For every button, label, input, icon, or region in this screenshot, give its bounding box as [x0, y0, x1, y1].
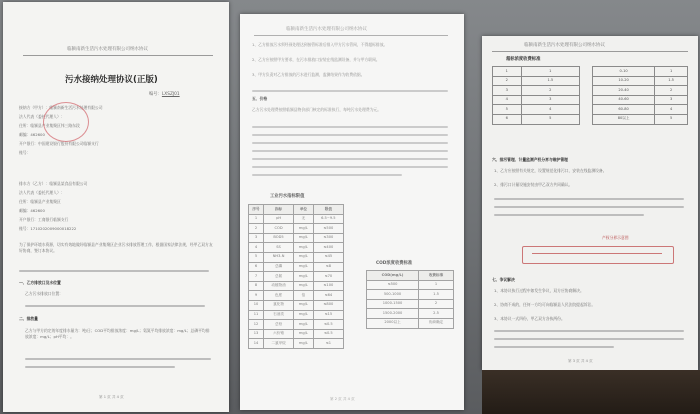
price-text: 乙方污水处理费按照临颍县物价部门核定的标准执行，每吨污水处理费为元。	[252, 107, 382, 112]
text-line	[19, 270, 209, 272]
section-heading: 七、争议解决	[492, 277, 515, 282]
excess-table-title: 超标浓度收费标准	[506, 57, 541, 62]
party-b-line: 法人代表（委托代理人）：	[19, 190, 65, 195]
party-b-line: 排水方（乙方）：临颍县某食品有限公司	[19, 181, 88, 186]
table-cell: ≤70	[313, 272, 343, 282]
table-cell: 500-1000	[367, 290, 419, 300]
table-cell: SS	[264, 243, 294, 253]
party-a-line: 账号：	[19, 150, 31, 155]
table-cell: 40-60	[593, 95, 655, 105]
section-text: 2、排污口计量设施安装由甲乙双方共同确认。	[494, 182, 573, 187]
table-cell: 1	[249, 214, 264, 224]
table-cell: ≤800	[313, 300, 343, 310]
preamble-paragraph: 为了保护环境水资源，切实有效地做好临颍县产业集聚区企业污水排放管理工作，根据国家法律法规，经甲乙双方友好协商，签订本协议。	[19, 242, 213, 254]
document-title: 污水接纳处理协议(正版)	[65, 75, 158, 85]
table-header-cell: 指标	[264, 205, 294, 215]
table-cell: 10	[249, 300, 264, 310]
table-row	[593, 76, 688, 86]
table-cell: ≤45	[313, 252, 343, 262]
table-cell: NH3-N	[264, 252, 294, 262]
section-2-heading: 二、排放量	[19, 316, 38, 321]
table-cell: ≤1	[313, 339, 343, 349]
table-cell: 60-80	[593, 105, 655, 115]
party-b-line: 账号：1710202009000018222	[19, 226, 77, 231]
table-cell: 1.5	[655, 76, 688, 86]
table-cell: 80以上	[593, 114, 655, 124]
table-cell: 总铅	[264, 320, 294, 330]
table-row	[493, 76, 580, 86]
table-cell: 9	[249, 291, 264, 301]
diagram-label: 产权分界示意图	[602, 235, 629, 240]
table-row	[593, 95, 688, 105]
table-cell: 5	[249, 252, 264, 262]
table-cell: 1	[655, 67, 688, 77]
party-a-line: 开户银行：中国建设银行股份有限公司临颍支行	[19, 141, 99, 146]
table-cell: 总氮	[264, 272, 294, 282]
excess-fee-table-left	[492, 66, 580, 125]
table-cell: 氯化物	[264, 300, 294, 310]
table-cell: 3	[249, 233, 264, 243]
table-cell: 7	[249, 272, 264, 282]
party-a-line: 法人代表（委托代理人）：	[19, 114, 65, 119]
red-seal-stamp	[43, 102, 89, 142]
table-cell: mg/L	[294, 243, 314, 253]
table-cell: 14	[249, 339, 264, 349]
table-cell: mg/L	[294, 233, 314, 243]
body-paragraph: 3、甲方负责对乙方排放的污水进行监测，监测结果作为收费依据。	[252, 72, 365, 77]
party-a-line: 邮编：462600	[19, 132, 45, 137]
table-cell: mg/L	[294, 320, 314, 330]
table-cell: 10-20	[593, 76, 655, 86]
section-text: 1、本协议执行过程中如发生争议，双方应协商解决。	[494, 288, 584, 293]
table-cell: 3	[655, 95, 688, 105]
table-row	[593, 105, 688, 115]
table-cell: 4	[521, 105, 579, 115]
table-row	[593, 86, 688, 96]
page-header: 临颍南新生活污水处理有限公司纳水协议	[524, 43, 605, 48]
table-cell: 6.5~9.5	[313, 214, 343, 224]
table-cell: BOD5	[264, 233, 294, 243]
section-heading: 六、排污管理、计量监测产权分界与维护管理	[492, 157, 568, 162]
table-cell: 二氯甲烷	[264, 339, 294, 349]
text-line	[494, 330, 684, 332]
table-cell: 倍	[294, 291, 314, 301]
table-cell: ≤0.5	[313, 329, 343, 339]
table-cell: ≤400	[313, 243, 343, 253]
table-cell: ≤300	[313, 233, 343, 243]
table-cell: 1.5	[419, 290, 454, 300]
section-1-text: 乙方污水排放口位置：	[25, 291, 63, 296]
section-text: 1、乙方应按照有关规定，设置规范化排污口，安装在线监测设备。	[494, 168, 607, 173]
table-cell: ≤15	[313, 310, 343, 320]
table-row	[493, 114, 580, 124]
text-line	[494, 206, 684, 208]
table-cell: 6	[249, 262, 264, 272]
table-cell: 12	[249, 320, 264, 330]
table-cell: 动植物油	[264, 281, 294, 291]
table-cell: 六价铬	[264, 329, 294, 339]
table-cell: mg/L	[294, 339, 314, 349]
party-a-line: 住所：临颍县产业集聚区纬三路东段	[19, 123, 80, 128]
table-cell: 总磷	[264, 262, 294, 272]
section-text: 2、协商不成的，任何一方均可向临颍县人民法院提起诉讼。	[494, 302, 596, 307]
table-cell: mg/L	[294, 310, 314, 320]
table-cell: 4	[655, 105, 688, 115]
cod-table-title: COD浓度收费标准	[376, 261, 413, 266]
body-paragraph: 1、乙方排放污水须经预处理达到接管标准后排入甲方污水管网，不得超标排放。	[252, 42, 388, 47]
section-2-text: 乙方与甲方约定的年度排水量为：吨/日；COD平均排放浓度：mg/L；氨氮平均排放浓度：mg/L；总磷平均排放浓度：mg/L；pH平均：。	[25, 328, 210, 340]
table-cell: 20-40	[593, 86, 655, 96]
table-row	[593, 67, 688, 77]
table-cell: pH	[264, 214, 294, 224]
table-cell: 8	[249, 281, 264, 291]
table-cell: 2	[419, 299, 454, 309]
table-row	[493, 86, 580, 96]
party-b-line: 开户银行：工商银行临颍支行	[19, 217, 69, 222]
table-cell: mg/L	[294, 262, 314, 272]
table-cell: 1.5	[521, 76, 579, 86]
table-cell: 5	[521, 114, 579, 124]
table-cell: mg/L	[294, 300, 314, 310]
serial-label: 编号：LXSZJ01	[149, 92, 180, 97]
table-cell: 3	[493, 86, 522, 96]
table-cell: 2	[655, 86, 688, 96]
table-cell: 协商确定	[419, 318, 454, 328]
table-cell: ≤100	[313, 281, 343, 291]
table-cell: ≤64	[313, 291, 343, 301]
table-header-cell: 序号	[249, 205, 264, 215]
table-cell: 石油类	[264, 310, 294, 320]
light-glare	[240, 14, 464, 410]
table-cell: 4	[249, 243, 264, 253]
table-cell: 2.5	[419, 309, 454, 319]
party-b-line: 邮编：462600	[19, 208, 45, 213]
table-cell: 色度	[264, 291, 294, 301]
table-header-cell: 限值	[313, 205, 343, 215]
table-cell: 5	[655, 114, 688, 124]
text-line	[494, 346, 614, 348]
section-text: 3、本协议一式四份，甲乙双方各执两份。	[494, 316, 565, 321]
text-line	[25, 305, 205, 307]
table-cell: mg/L	[294, 329, 314, 339]
header-rule	[492, 51, 688, 52]
table-cell: 6	[493, 114, 522, 124]
party-a-line: 接纳方（甲方）：临颍南新生活污水处理有限公司	[19, 105, 103, 110]
table-cell: 13	[249, 329, 264, 339]
section-1-heading: 一、乙方排放口及水位置	[19, 280, 61, 285]
table-header-cell: 收费标准	[419, 271, 454, 281]
table-cell: 2	[493, 76, 522, 86]
table-cell: 1000-1500	[367, 299, 419, 309]
table-cell: ≤500	[367, 280, 419, 290]
desk-shadow	[482, 370, 700, 414]
table-header-cell: 单位	[294, 205, 314, 215]
diagram-box	[522, 246, 674, 264]
table-cell: mg/L	[294, 281, 314, 291]
table-cell: 3	[521, 95, 579, 105]
price-heading: 五、价格	[252, 96, 268, 101]
body-paragraph: 2、乙方应按照甲方要求，在污水排放口安装在线监测设备，并与甲方联网。	[252, 57, 380, 62]
table-cell: mg/L	[294, 252, 314, 262]
table-row	[493, 105, 580, 115]
limits-table-title: 工业污水指标限值	[270, 194, 305, 199]
text-line	[494, 214, 644, 216]
header-rule	[23, 55, 213, 56]
table-cell: 4	[493, 95, 522, 105]
text-line	[494, 338, 684, 340]
table-cell: 0-10	[593, 67, 655, 77]
table-cell: 1	[521, 67, 579, 77]
table-cell: ≤0.5	[313, 320, 343, 330]
page-footer: 第 3 页 共 4 页	[568, 359, 593, 363]
table-cell: 2000以上	[367, 318, 419, 328]
party-b-line: 住所：临颍县产业集聚区	[19, 199, 61, 204]
document-page-3	[482, 36, 698, 370]
table-cell: 2	[521, 86, 579, 96]
table-cell: 5	[493, 105, 522, 115]
document-page-1	[3, 2, 229, 412]
table-cell: mg/L	[294, 272, 314, 282]
table-cell: ≤500	[313, 224, 343, 234]
table-row	[493, 67, 580, 77]
table-header-cell: COD(mg/L)	[367, 271, 419, 281]
table-cell: mg/L	[294, 224, 314, 234]
table-cell: 2	[249, 224, 264, 234]
text-line	[25, 366, 175, 368]
table-cell: 1	[493, 67, 522, 77]
table-cell: COD	[264, 224, 294, 234]
text-line	[494, 198, 684, 200]
table-row	[593, 114, 688, 124]
table-cell: 1500-2000	[367, 309, 419, 319]
page-header: 临颍南新生活污水处理有限公司纳水协议	[67, 47, 148, 52]
text-line	[25, 358, 211, 360]
table-cell: ≤8	[313, 262, 343, 272]
table-row	[493, 95, 580, 105]
page-header: 临颍南新生活污水处理有限公司纳水协议	[286, 27, 367, 32]
table-cell: 11	[249, 310, 264, 320]
diagram-pipe	[532, 253, 662, 254]
table-cell: 1	[419, 280, 454, 290]
table-cell: 无	[294, 214, 314, 224]
page-footer: 第 2 页 共 4 页	[330, 397, 355, 401]
excess-fee-table-right	[592, 66, 688, 125]
page-footer: 第 1 页 共 4 页	[99, 395, 124, 399]
